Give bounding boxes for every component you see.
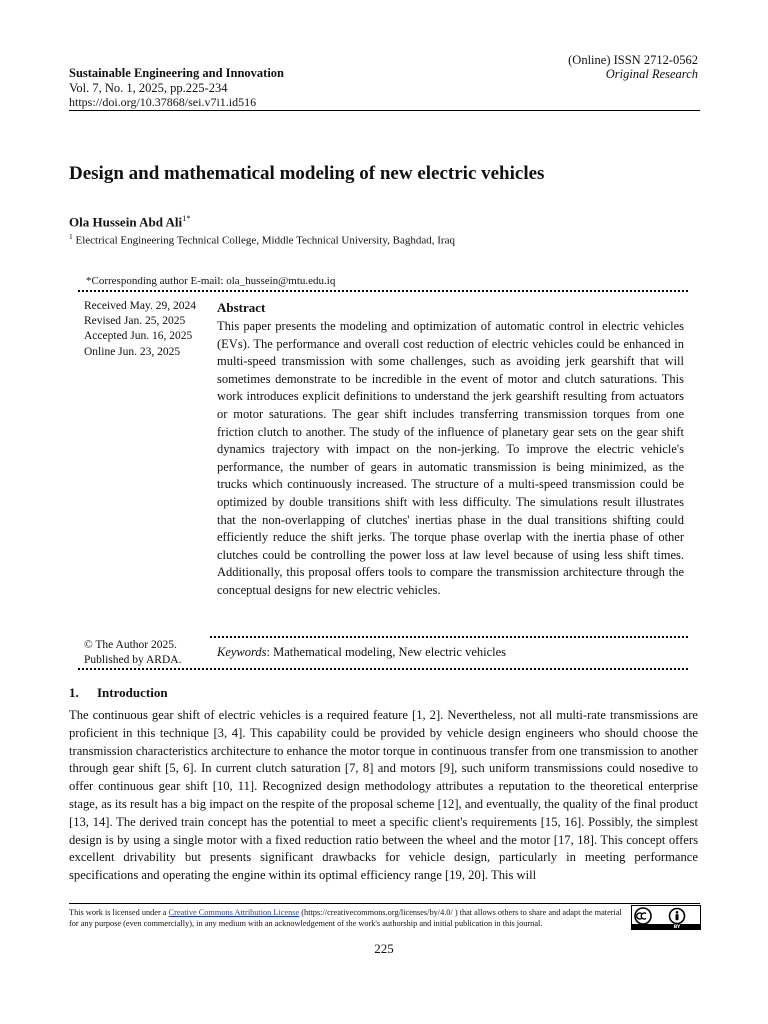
article-dates: [84, 299, 196, 360]
copyright-note: [84, 638, 181, 668]
keywords: [217, 645, 506, 660]
author-line: [69, 213, 191, 230]
keywords-text: : Mathematical modeling, New electric vehicles: [266, 645, 507, 659]
cc-by-badge[interactable]: [631, 905, 701, 930]
online-date: Online Jun. 23, 2025: [84, 345, 181, 358]
doi-link[interactable]: https://doi.org/10.37868/sei.v7i1.id516: [69, 95, 257, 109]
paper-title: Design and mathematical modeling of new electric vehicles: [69, 163, 545, 184]
copyright-line: © The Author 2025.: [84, 639, 177, 651]
section-heading-introduction: [69, 685, 168, 701]
section-title: Introduction: [97, 685, 168, 700]
affiliation: [69, 232, 455, 247]
dotted-divider-top: [78, 290, 688, 292]
revised-date: Revised Jan. 25, 2025: [84, 315, 186, 328]
affiliation-superscript: 1: [69, 232, 73, 241]
issn-label: (Online) ISSN 2712-0562: [568, 53, 698, 67]
accepted-date: Accepted Jun. 16, 2025: [84, 330, 193, 343]
publisher-line: Published by ARDA.: [84, 654, 182, 667]
keywords-label: Keywords: [217, 645, 267, 659]
license-text-post: (https://creativecommons.org/licenses/by/4.0/ ) that allows others to share and adapt the material for any purpose (even commercially), in any medium with an acknowledgement of the work's authorship and initial publication in this journal.: [69, 908, 622, 928]
abstract-heading: Abstract: [217, 300, 266, 315]
received-date: Received May. 29, 2024: [84, 300, 196, 312]
license-link[interactable]: Creative Commons Attribution License: [168, 908, 300, 917]
article-type: Original Research: [605, 67, 698, 81]
footer-divider: [69, 903, 700, 904]
cc-by-icon: [632, 906, 700, 929]
abstract-body: This paper presents the modeling and optimization of automatic control in electric vehicles (EVs). The performance and overall cost reduction of electric vehicles could be enhanced in multi-speed transmission with some challenges, such as avoiding jerk gearshift that will sometimes demonstrate to be incredible in the event of motor and clutch saturations. This work introduces explicit definitions to understand the jerk gearshift resulting from actuators or motor saturations. The gear shift includes transferring transmission torques from one friction clutch to another. The study of the influence of planetary gear sets on the gear shift dynamics trajectory with impact on the non-jerking. To improve the electric vehicle's performance, the number of gears in automatic transmission is being minimized, as the trucks which continuously increased. The structure of a multi-speed transmission could be optimized by double transitions shift with less difficulty. The simulations result illustrates that the non-overlapping of clutches' inertias phase in the dual transitions shifting could efficiently reduce the shift jerks. The torque phase overlap with the inertia phase of other clutches could be controlling the power loss at law level because of using less shift times. Additionally, this proposal offers tools to compare the transmission architecture through the conceptual designs for new electric vehicles.: [217, 319, 684, 597]
header-divider: [69, 110, 700, 111]
badge-by-text: BY: [673, 925, 681, 929]
journal-name: Sustainable Engineering and Innovation: [69, 66, 284, 80]
author-superscript: 1*: [182, 213, 191, 223]
volume-info: Vol. 7, No. 1, 2025, pp.225-234: [69, 81, 228, 95]
dotted-divider-abstract: [210, 636, 688, 638]
license-text-pre: This work is licensed under a: [69, 908, 169, 917]
affiliation-text: Electrical Engineering Technical College, Middle Technical University, Baghdad, Iraq: [72, 234, 455, 247]
corresponding-author: *Corresponding author E-mail: ola_hussein@mtu.edu.iq: [86, 275, 336, 287]
author-name: Ola Hussein Abd Ali: [69, 214, 183, 230]
page-number: 225: [374, 941, 394, 956]
dotted-divider-bottom: [78, 668, 688, 670]
introduction-body: The continuous gear shift of electric vehicles is a required feature [1, 2]. Nevertheless, not all multi-rate transmissions are proficient in this technique [3, 4]. This capability could be provided by vehicle design engineers who should choose the transmission characteristics architecture to enhance the motor torque in continuous transfer from one transmission to another through gear shift [5, 6]. In current clutch saturation [7, 8] and motors [9], such uniform transmissions could nosedive to offer continuous gear shift [10, 11]. Recognized design methodology attributes a reputation to the theoretical enterprise stage, as its result has a big impact on the respite of the proposal scheme [12], and eventually, the quality of the final product [13, 14]. The derived train concept has the potential to meet a specific client's requirements [15, 16]. Possibly, the simplest design is by using a single motor with a fixed reduction ratio between the wheel and the motor [17, 18]. This concept offers excellent drivability but presents significant drawbacks for vehicle design, particularly in meeting performance specifications and operating the engine within its optimal efficiency range [19, 20]. This will: [69, 708, 698, 883]
section-number: 1.: [69, 685, 79, 700]
license-note: [69, 907, 622, 929]
